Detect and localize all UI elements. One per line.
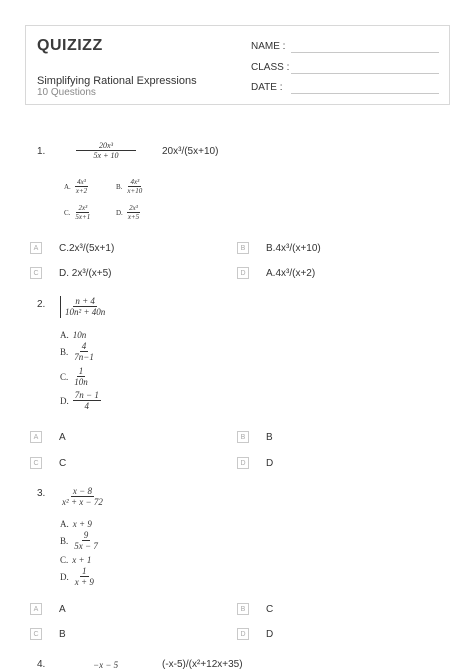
- q3-number: 3.: [37, 488, 46, 499]
- q1-small-den: x+10: [127, 187, 143, 196]
- q2-expression: [60, 296, 107, 318]
- option-letter-box: D: [237, 267, 249, 279]
- option-text: A.4x³/(x+2): [266, 267, 316, 279]
- option-text: B: [266, 431, 273, 443]
- date-field[interactable]: [251, 82, 282, 93]
- q1-small-den: 5x+1: [75, 213, 91, 222]
- choice-label: A.: [60, 330, 69, 340]
- option-letter-box: D: [237, 628, 249, 640]
- q1-small-label: A.: [64, 182, 71, 191]
- worksheet-title: Simplifying Rational Expressions: [37, 75, 197, 87]
- q1-option-d[interactable]: [237, 267, 315, 279]
- choice-label: B.: [60, 346, 69, 357]
- q3-numerator: x − 8: [72, 486, 92, 496]
- q4-number: 4.: [37, 659, 46, 670]
- q2-option-d[interactable]: [237, 457, 273, 469]
- choice-num: 4: [81, 341, 87, 351]
- choice-label: C.: [60, 371, 69, 382]
- option-text: B.4x³/(x+10): [266, 242, 321, 254]
- option-letter-box: C: [30, 267, 42, 279]
- option-text: D: [266, 628, 274, 640]
- q1-option-a[interactable]: [30, 242, 114, 254]
- q1-option-c[interactable]: [30, 267, 112, 279]
- q3-expression: [60, 486, 105, 508]
- q3-option-c[interactable]: [30, 628, 66, 640]
- choice-expression: x + 1: [72, 555, 92, 565]
- choice-den: x + 9: [74, 577, 94, 588]
- q1-side-text: 20x³/(5x+10): [162, 146, 219, 157]
- name-label: NAME :: [251, 41, 286, 52]
- q2-denominator: 10n² + 40n: [65, 307, 106, 318]
- q1-denominator: 5x + 10: [93, 151, 119, 161]
- q1-small-label: B.: [116, 182, 123, 191]
- choice-den: 7n−1: [74, 352, 94, 363]
- class-line: [291, 73, 439, 74]
- q2-option-c[interactable]: [30, 457, 66, 469]
- choice-num: 1: [78, 366, 84, 376]
- q2-option-a[interactable]: [30, 431, 66, 443]
- q1-small-choice-c: [64, 204, 92, 221]
- choice-label: B.: [60, 535, 69, 546]
- option-letter-box: A: [30, 431, 42, 443]
- choice-label: D.: [60, 571, 69, 582]
- option-text: A: [59, 603, 66, 615]
- choice-label: D.: [60, 395, 69, 406]
- choice-expression: 10n: [72, 330, 87, 340]
- worksheet-header: [25, 25, 450, 105]
- option-letter-box: A: [30, 242, 42, 254]
- q3-option-d[interactable]: [237, 628, 273, 640]
- class-field[interactable]: [251, 62, 289, 73]
- quizizz-logo: QUIZIZZ: [37, 37, 103, 54]
- question-count: 10 Questions: [37, 87, 96, 98]
- option-letter-box: B: [237, 603, 249, 615]
- q1-numerator: 20x³: [76, 141, 136, 151]
- option-text: C: [59, 457, 67, 469]
- q4-numerator: −x − 5: [93, 660, 119, 670]
- q1-small-choice-b: [116, 178, 144, 195]
- q1-small-label: D.: [116, 208, 123, 217]
- choice-den: 4: [84, 401, 90, 412]
- date-line: [291, 93, 439, 94]
- q4-side-text: (-x-5)/(x²+12x+35): [162, 659, 243, 670]
- option-letter-box: C: [30, 457, 42, 469]
- choice-num: 1: [82, 566, 87, 576]
- option-letter-box: D: [237, 457, 249, 469]
- q2-option-b[interactable]: [237, 431, 273, 443]
- option-letter-box: A: [30, 603, 42, 615]
- q1-expression: [76, 141, 136, 160]
- q1-small-num: 2x³: [129, 204, 138, 212]
- q1-small-num: 4x³: [77, 178, 86, 186]
- q1-small-den: x+5: [127, 213, 140, 222]
- q2-choice-c: [60, 366, 90, 388]
- q2-choice-a: [60, 330, 86, 340]
- q1-small-den: x+2: [75, 187, 88, 196]
- option-text: D. 2x³/(x+5): [59, 267, 112, 279]
- q3-denominator: x² + x − 72: [62, 497, 103, 508]
- q1-small-choice-a: [64, 178, 89, 195]
- date-label: DATE :: [251, 82, 283, 93]
- q3-option-b[interactable]: [237, 603, 273, 615]
- choice-label: C.: [60, 555, 69, 565]
- option-text: C.2x³/(5x+1): [59, 242, 115, 254]
- choice-label: A.: [60, 519, 69, 529]
- q1-option-b[interactable]: [237, 242, 321, 254]
- q1-small-num: 4x³: [130, 178, 140, 186]
- option-text: C: [266, 603, 274, 615]
- option-letter-box: B: [237, 242, 249, 254]
- q1-small-choice-d: [116, 204, 141, 221]
- name-field[interactable]: [251, 41, 285, 52]
- choice-expression: x + 9: [72, 519, 92, 529]
- q3-choice-a: [60, 519, 92, 529]
- choice-den: 10n: [74, 377, 88, 388]
- q1-small-label: C.: [64, 208, 71, 217]
- q2-number: 2.: [37, 299, 46, 310]
- choice-den: 5x − 7: [74, 541, 98, 552]
- class-label: CLASS :: [251, 62, 290, 73]
- q3-option-a[interactable]: [30, 603, 66, 615]
- q2-choice-b: [60, 341, 96, 363]
- q2-numerator: n + 4: [75, 296, 95, 306]
- q2-choice-d: [60, 390, 101, 412]
- option-letter-box: B: [237, 431, 249, 443]
- option-text: A: [59, 431, 66, 443]
- q1-small-num: 2x³: [78, 204, 88, 212]
- option-text: B: [59, 628, 66, 640]
- q3-choice-c: [60, 555, 91, 565]
- name-line: [291, 52, 439, 53]
- choice-num: 9: [83, 530, 89, 540]
- q1-number: 1.: [37, 146, 46, 157]
- option-letter-box: C: [30, 628, 42, 640]
- q3-choice-b: [60, 530, 100, 552]
- option-text: D: [266, 457, 274, 469]
- q3-choice-d: [60, 566, 96, 588]
- choice-num: 7n − 1: [74, 390, 99, 400]
